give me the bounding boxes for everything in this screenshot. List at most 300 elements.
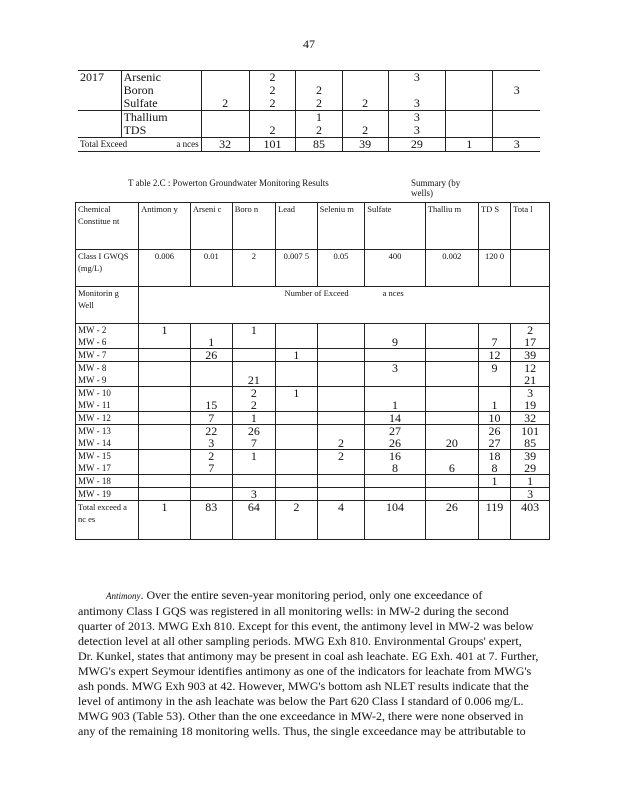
constituent-cell: TDS [121, 124, 201, 138]
value [278, 374, 315, 386]
well-name: MW - 10 [78, 388, 111, 398]
value: 6 [448, 461, 455, 475]
value [367, 488, 423, 500]
well-name: MW - 17 [78, 463, 111, 473]
value-cell [232, 425, 275, 450]
value: 39 [524, 449, 537, 463]
value: 39 [524, 348, 537, 362]
value [320, 488, 363, 500]
total-cell: 101 [249, 138, 296, 152]
value-cell [317, 362, 365, 387]
value-cell [190, 412, 232, 425]
count-label [139, 287, 550, 324]
standard-cell: 0.05 [317, 250, 365, 287]
value-cell [190, 450, 232, 475]
value-cell [478, 349, 510, 362]
value [320, 324, 363, 336]
standard-cell [511, 250, 550, 287]
value-cell [511, 387, 550, 412]
value-cell [276, 349, 318, 362]
value-cell [139, 475, 191, 488]
value-cell [425, 450, 478, 475]
value-cell [478, 475, 510, 488]
value [320, 412, 363, 424]
header-cell: TD S [478, 203, 510, 250]
value: 27 [488, 436, 501, 450]
line-2: quarter of 2013. MWG Exh 810. Except for this event, the antimony level in MW-2 was below [78, 619, 534, 633]
value-cell [511, 425, 550, 450]
value-cell [190, 362, 232, 387]
value [141, 412, 188, 424]
value-cell [511, 362, 550, 387]
value-cell [478, 362, 510, 387]
year-cell: 2017 [78, 71, 121, 85]
well-cell [76, 475, 139, 488]
value-cell [276, 425, 318, 450]
well-cell [76, 362, 139, 387]
value: 1 [161, 323, 168, 337]
value-cell [425, 475, 478, 488]
value: 3 [392, 361, 399, 375]
value [428, 488, 476, 500]
value-cell [232, 349, 275, 362]
value [141, 349, 188, 361]
value-cell [190, 324, 232, 349]
well-name: MW - 11 [78, 400, 111, 410]
value-cell [478, 450, 510, 475]
line-1: antimony Class I GQS was registered in all monitoring wells: in MW-2 during the second [78, 604, 509, 618]
constituent-cell: Thallium [121, 111, 201, 125]
well-cell [76, 349, 139, 362]
page-number: 47 [303, 37, 315, 51]
value-cell [232, 387, 275, 412]
value-cell [232, 450, 275, 475]
value-cell [190, 475, 232, 488]
value-cell [139, 425, 191, 450]
value-cell [296, 71, 342, 85]
year-cell [78, 124, 121, 138]
value: 2 [208, 449, 215, 463]
well-name: MW - 6 [78, 337, 107, 347]
table-row [78, 111, 540, 125]
total-row [78, 138, 540, 152]
value [320, 362, 363, 374]
value: 85 [524, 436, 537, 450]
constituent-cell: Arsenic [121, 71, 201, 85]
value-cell [232, 475, 275, 488]
value: 18 [488, 449, 501, 463]
value [278, 362, 315, 374]
total-cell: 104 [365, 501, 426, 540]
value-cell: 1 [296, 111, 342, 125]
value-cell [317, 475, 365, 488]
value: 2 [337, 436, 344, 450]
value-cell [276, 324, 318, 349]
value: 26 [247, 424, 260, 438]
value: 1 [491, 474, 498, 488]
value-cell: 3 [493, 84, 540, 97]
value [428, 336, 476, 348]
value-cell [478, 488, 510, 501]
total-cell: 3 [493, 138, 540, 152]
value-cell [139, 488, 191, 501]
value-cell [511, 412, 550, 425]
value-cell [342, 111, 388, 125]
value-cell [478, 412, 510, 425]
value-cell [365, 475, 426, 488]
total-label-b: a nces [176, 139, 199, 149]
value-cell [365, 425, 426, 450]
value-cell [276, 450, 318, 475]
value: 7 [208, 411, 215, 425]
well-name: MW - 12 [78, 413, 111, 423]
total-cell: 1 [139, 501, 191, 540]
value-cell [365, 349, 426, 362]
table-row [78, 124, 540, 138]
value: 20 [445, 436, 458, 450]
value: 3 [250, 487, 257, 501]
well-name: MW - 15 [78, 451, 111, 461]
value-cell [365, 488, 426, 501]
value-cell [365, 450, 426, 475]
header-cell: Antimon y [139, 203, 191, 250]
value-cell [201, 111, 249, 125]
value [278, 324, 315, 336]
value [141, 475, 188, 487]
well-cell [76, 425, 139, 450]
value-cell [425, 488, 478, 501]
value: 1 [293, 348, 300, 362]
value-cell [342, 71, 388, 85]
total-cell: 83 [190, 501, 232, 540]
total-cell: 29 [388, 138, 445, 152]
header-cell: Boro n [232, 203, 275, 250]
total-cell: 119 [478, 501, 510, 540]
total-cell: 26 [425, 501, 478, 540]
value-cell: 2 [249, 97, 296, 111]
value [320, 374, 363, 386]
total-row [76, 501, 550, 540]
value: 7 [250, 436, 257, 450]
continuation-table [78, 70, 540, 152]
value: 12 [524, 361, 537, 375]
total-label-a: Total Exceed [80, 139, 128, 149]
value-cell: 2 [296, 84, 342, 97]
table-row [76, 412, 550, 425]
value [141, 488, 188, 500]
total-cell: 39 [342, 138, 388, 152]
value-cell [425, 349, 478, 362]
value [320, 387, 363, 399]
value-cell [493, 124, 540, 138]
line-6: ash ponds. MWG Exh 903 at 42. However, MWG's bottom ash NLET results indicate that the [78, 679, 529, 693]
well-cell [76, 450, 139, 475]
value-cell [190, 349, 232, 362]
value-cell [232, 362, 275, 387]
value-cell [232, 488, 275, 501]
total-cell: 1 [445, 138, 493, 152]
value [428, 374, 476, 386]
groundwater-summary-table [75, 202, 550, 540]
value-cell [276, 387, 318, 412]
value [141, 336, 188, 348]
table-row [78, 71, 540, 85]
total-cell: 403 [511, 501, 550, 540]
value: 2 [527, 323, 534, 337]
total-cell: 2 [276, 501, 318, 540]
value [235, 462, 273, 474]
value-cell [478, 425, 510, 450]
value [193, 488, 230, 500]
total-label [80, 138, 199, 151]
value-cell [478, 324, 510, 349]
value-cell [139, 450, 191, 475]
value-cell [493, 97, 540, 111]
value: 8 [491, 461, 498, 475]
line-3: detection level at all other sampling periods. MWG Exh 810. Environmental Groups' expert, [78, 634, 522, 648]
table-row [76, 349, 550, 362]
table-row [76, 475, 550, 488]
value [320, 349, 363, 361]
value [320, 399, 363, 411]
value-cell: 2 [342, 97, 388, 111]
well-name: MW - 2 [78, 325, 107, 335]
line-7: level of antimony in the ash leachate was below the Part 620 Class I standard of 0.006 mg/L. [78, 694, 524, 708]
value [278, 450, 315, 462]
value-cell [425, 324, 478, 349]
well-cell [76, 412, 139, 425]
value [193, 362, 230, 374]
value-cell [276, 475, 318, 488]
value-cell [139, 349, 191, 362]
value-cell [276, 362, 318, 387]
header-cell: Arseni c [190, 203, 232, 250]
value [141, 399, 188, 411]
value-cell [190, 387, 232, 412]
value-cell [317, 387, 365, 412]
value [141, 450, 188, 462]
value: 17 [524, 335, 537, 349]
value-cell [317, 324, 365, 349]
value [428, 412, 476, 424]
value: 19 [524, 398, 537, 412]
standard-cell: 0.01 [190, 250, 232, 287]
standard-cell: 0.007 5 [276, 250, 318, 287]
paragraph [78, 588, 558, 739]
value: 10 [488, 411, 501, 425]
total-cell: 32 [201, 138, 249, 152]
header-row [76, 203, 550, 250]
table-row [76, 387, 550, 412]
value-cell [139, 387, 191, 412]
value-cell [139, 362, 191, 387]
value: 26 [205, 348, 218, 362]
value [235, 475, 273, 487]
value [278, 425, 315, 437]
value-cell [249, 111, 296, 125]
constituent-cell: Sulfate [121, 97, 201, 111]
value-cell [232, 412, 275, 425]
value [235, 336, 273, 348]
value-cell: 2 [342, 124, 388, 138]
value: 1 [250, 449, 257, 463]
value-cell: 3 [388, 97, 445, 111]
value [278, 399, 315, 411]
value: 21 [247, 373, 260, 387]
value [428, 399, 476, 411]
value-cell [317, 349, 365, 362]
value: 2 [250, 398, 257, 412]
value [278, 475, 315, 487]
value: 1 [491, 398, 498, 412]
value: 22 [205, 424, 218, 438]
value [141, 362, 188, 374]
value: 32 [524, 411, 537, 425]
year-cell [78, 97, 121, 111]
value-cell [232, 324, 275, 349]
value: 26 [389, 436, 402, 450]
value-cell [445, 111, 493, 125]
value: 101 [521, 424, 540, 438]
value [235, 349, 273, 361]
well-name: MW - 14 [78, 438, 111, 448]
value-cell [478, 387, 510, 412]
value-cell [365, 387, 426, 412]
table-row [78, 97, 540, 111]
value-cell [190, 425, 232, 450]
value-cell [201, 71, 249, 85]
table-row [76, 450, 550, 475]
value [481, 488, 508, 500]
value: 8 [392, 461, 399, 475]
standard-cell: 120 0 [478, 250, 510, 287]
line-4: Dr. Kunkel, states that antimony may be present in coal ash leachate. EG Exh. 401 at 7. Further, [78, 649, 539, 663]
well-name: MW - 18 [78, 476, 111, 486]
standard-row [76, 250, 550, 287]
value-cell: 2 [249, 71, 296, 85]
value [278, 462, 315, 474]
value [320, 336, 363, 348]
value [367, 349, 423, 361]
value: 7 [491, 335, 498, 349]
table-caption [128, 178, 478, 198]
value-cell [425, 362, 478, 387]
value-cell: 2 [296, 124, 342, 138]
caption-summary: Summary (by wells) [411, 178, 461, 198]
well-label: Monitorin g Well [76, 287, 139, 324]
well-name: MW - 19 [78, 489, 111, 499]
well-cell [76, 387, 139, 412]
value [141, 437, 188, 449]
value-cell: 2 [249, 124, 296, 138]
value [193, 475, 230, 487]
value [428, 475, 476, 487]
year-cell [78, 84, 121, 97]
table-row [76, 425, 550, 450]
value [141, 425, 188, 437]
value-cell [139, 324, 191, 349]
well-name: MW - 13 [78, 426, 111, 436]
standard-cell: 0.006 [139, 250, 191, 287]
value [428, 362, 476, 374]
value: 21 [524, 373, 537, 387]
well-cell [76, 324, 139, 349]
value-cell [139, 412, 191, 425]
value [141, 387, 188, 399]
year-cell [78, 111, 121, 125]
value-cell [445, 71, 493, 85]
value [278, 488, 315, 500]
well-name: MW - 7 [78, 350, 107, 360]
value-cell [511, 450, 550, 475]
value-cell [276, 488, 318, 501]
header-cell: Chemical Constitue nt [76, 203, 139, 250]
value-cell: 2 [201, 97, 249, 111]
value-cell [190, 488, 232, 501]
count-label-a: Number of Exceed [284, 288, 349, 298]
table-row [76, 324, 550, 349]
standard-cell: 0.002 [425, 250, 478, 287]
value-cell: 2 [296, 97, 342, 111]
total-cell: 64 [232, 501, 275, 540]
value: 12 [488, 348, 501, 362]
value-cell [511, 324, 550, 349]
table-row [76, 488, 550, 501]
value: 3 [527, 386, 534, 400]
well-name: MW - 8 [78, 363, 107, 373]
value: 14 [389, 411, 402, 425]
value [428, 324, 476, 336]
value-cell [365, 324, 426, 349]
value [193, 374, 230, 386]
well-name: MW - 9 [78, 375, 107, 385]
value-cell [425, 387, 478, 412]
value [278, 437, 315, 449]
value: 26 [488, 424, 501, 438]
value-cell: 3 [388, 111, 445, 125]
value-cell [493, 71, 540, 85]
value: 9 [392, 335, 399, 349]
value: 29 [524, 461, 537, 475]
value-cell [317, 412, 365, 425]
standard-label: Class I GWQS (mg/L) [76, 250, 139, 287]
value: 9 [491, 361, 498, 375]
value: 1 [250, 411, 257, 425]
constituent-cell: Boron [121, 84, 201, 97]
value: 1 [527, 474, 534, 488]
value: 1 [293, 386, 300, 400]
value-cell [201, 124, 249, 138]
line-0: . Over the entire seven-year monitoring period, only one exceedance of [140, 588, 483, 602]
value: 1 [208, 335, 215, 349]
value: 3 [208, 436, 215, 450]
value-cell [317, 488, 365, 501]
value-cell [425, 425, 478, 450]
total-cell: 85 [296, 138, 342, 152]
value-cell [511, 488, 550, 501]
value-cell [365, 362, 426, 387]
value: 2 [250, 386, 257, 400]
value [320, 475, 363, 487]
value [278, 412, 315, 424]
total-label-cell [78, 138, 201, 152]
standard-cell: 400 [365, 250, 426, 287]
value [141, 374, 188, 386]
line-9: any of the remaining 18 monitoring wells. Thus, the single exceedance may be attributable to [78, 724, 526, 738]
value-cell: 3 [388, 71, 445, 85]
value [481, 374, 508, 386]
value: 3 [527, 487, 534, 501]
